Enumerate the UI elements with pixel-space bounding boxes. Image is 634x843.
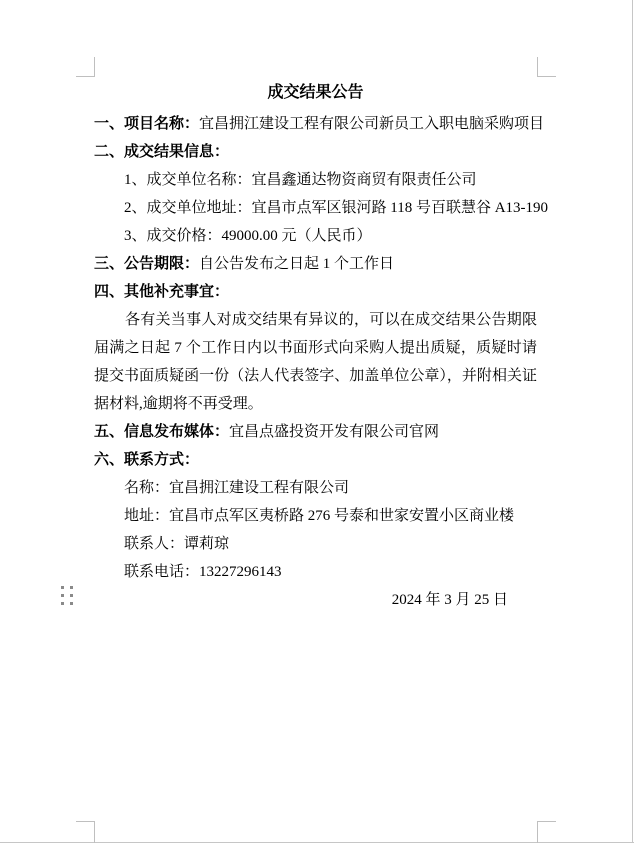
other-matters-paragraph: 各有关当事人对成交结果有异议的，可以在成交结果公告期限届满之日起 7 个工作日内以书面形式向采购人提出质疑，质疑时请提交书面质疑函一份（法人代表签字、加盖单位公章），并附相关证据材料,逾期将不再受理。 <box>94 312 537 412</box>
line-announcement-period <box>94 250 537 278</box>
line-project-name <box>94 110 545 138</box>
publish-media-value: 宜昌点盛投资开发有限公司官网 <box>229 424 440 440</box>
announcement-period-value: 自公告发布之日起 1 个工作日 <box>199 256 395 272</box>
drag-handle-dot <box>61 586 64 589</box>
margin-corner-mark-bottom-right <box>537 821 556 843</box>
line-publish-media <box>94 418 537 446</box>
result-item-winner-address: 2、成交单位地址：宜昌市点军区银河路 118 号百联慧谷 A13-190 <box>124 200 549 216</box>
document-date: 2024 年 3 月 25 日 <box>391 592 508 608</box>
contact-item-person: 联系人：谭莉琼 <box>124 536 230 552</box>
margin-corner-mark-top-left <box>76 57 95 77</box>
drag-handle-dot <box>70 594 73 597</box>
contact-item-address: 地址：宜昌市点军区夷桥路 276 号泰和世家安置小区商业楼 <box>124 508 515 524</box>
line-contact-heading: 六、联系方式： <box>94 452 200 468</box>
announcement-period-label: 三、公告期限： <box>94 256 200 272</box>
result-item-winner-name: 1、成交单位名称：宜昌鑫通达物资商贸有限责任公司 <box>124 172 477 188</box>
document-title: 成交结果公告 <box>267 84 364 101</box>
line-other-matters-heading: 四、其他补充事宜： <box>94 284 230 300</box>
drag-handle-dot <box>70 586 73 589</box>
contact-item-name: 名称：宜昌拥江建设工程有限公司 <box>124 480 350 496</box>
drag-handle-dot <box>70 602 73 605</box>
project-name-value: 宜昌拥江建设工程有限公司新员工入职电脑采购项目 <box>199 116 545 132</box>
drag-handle-dot <box>61 594 64 597</box>
project-name-label: 一、项目名称： <box>94 116 200 132</box>
page-edge-right <box>632 0 633 843</box>
margin-corner-mark-bottom-left <box>76 821 95 843</box>
line-result-info-heading: 二、成交结果信息： <box>94 144 230 160</box>
margin-corner-mark-top-right <box>537 57 556 77</box>
drag-handle-icon[interactable] <box>61 586 74 605</box>
drag-handle-dot <box>61 602 64 605</box>
result-item-price: 3、成交价格：49000.00 元（人民币） <box>124 228 372 244</box>
contact-item-phone: 联系电话：13227296143 <box>124 564 282 580</box>
document-content <box>94 76 549 614</box>
publish-media-label: 五、信息发布媒体： <box>94 424 230 440</box>
